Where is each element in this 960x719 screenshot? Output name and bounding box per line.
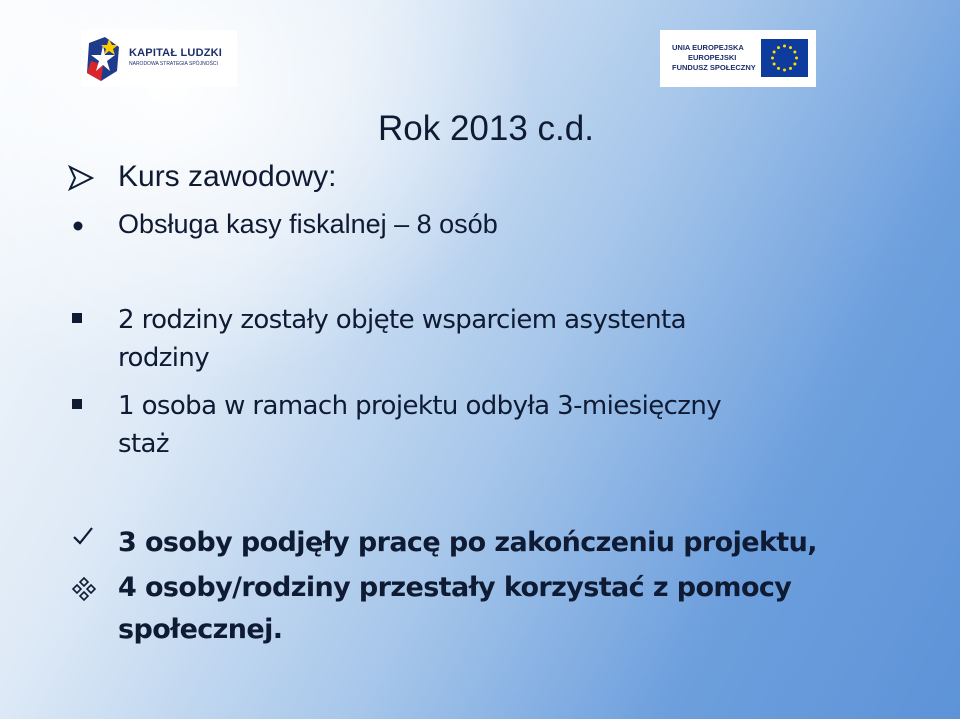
eu-logo — [660, 30, 816, 87]
eu-line-1: UNIA EUROPEJSKA — [672, 43, 744, 52]
eu-line-2: EUROPEJSKI — [688, 53, 737, 62]
eu-star — [783, 69, 786, 72]
eu-star — [773, 63, 776, 66]
eu-star — [783, 45, 786, 48]
eu-flag-icon — [761, 39, 808, 77]
four-diamonds-bullet-icon — [72, 577, 96, 601]
check-item: 3 osoby podjęły pracę po zakończeniu projektu, — [118, 527, 817, 558]
eu-star — [777, 46, 780, 49]
course-item: Obsługa kasy fiskalnej – 8 osób — [118, 209, 498, 239]
list-item-line-2: staż — [118, 429, 169, 459]
eu-star — [777, 67, 780, 70]
kapital-ludzki-logo — [81, 30, 237, 87]
square-bullet-icon — [72, 399, 82, 409]
logo-subtitle: NARODOWA STRATEGIA SPÓJNOŚCI — [129, 61, 218, 67]
square-bullet-icon — [72, 313, 82, 323]
eu-star — [795, 57, 798, 60]
kapital-ludzki-icon — [87, 37, 121, 81]
eu-star — [771, 57, 774, 60]
checkmark-bullet-icon — [72, 526, 94, 546]
logo-title: KAPITAŁ LUDZKI — [129, 47, 223, 59]
round-bullet-icon — [73, 221, 83, 231]
list-item-line-1: 1 osoba w ramach projektu odbyła 3-miesięczny — [118, 391, 721, 421]
arrowhead-bullet-icon — [67, 164, 95, 192]
year-heading: Rok 2013 c.d. — [378, 109, 594, 148]
eu-star — [793, 51, 796, 54]
list-item-line-2: rodziny — [118, 343, 210, 373]
course-heading: Kurs zawodowy: — [118, 160, 337, 193]
eu-star — [793, 63, 796, 66]
diamond-item-line-1: 4 osoby/rodziny przestały korzystać z pomocy — [118, 572, 792, 603]
diamond-item-line-2: społecznej. — [118, 614, 283, 645]
eu-star — [773, 51, 776, 54]
list-item-line-1: 2 rodziny zostały objęte wsparciem asystenta — [118, 305, 686, 335]
eu-line-3: FUNDUSZ SPOŁECZNY — [672, 63, 756, 72]
eu-star — [789, 67, 792, 70]
eu-star — [789, 46, 792, 49]
eu-logo-text — [672, 43, 756, 73]
